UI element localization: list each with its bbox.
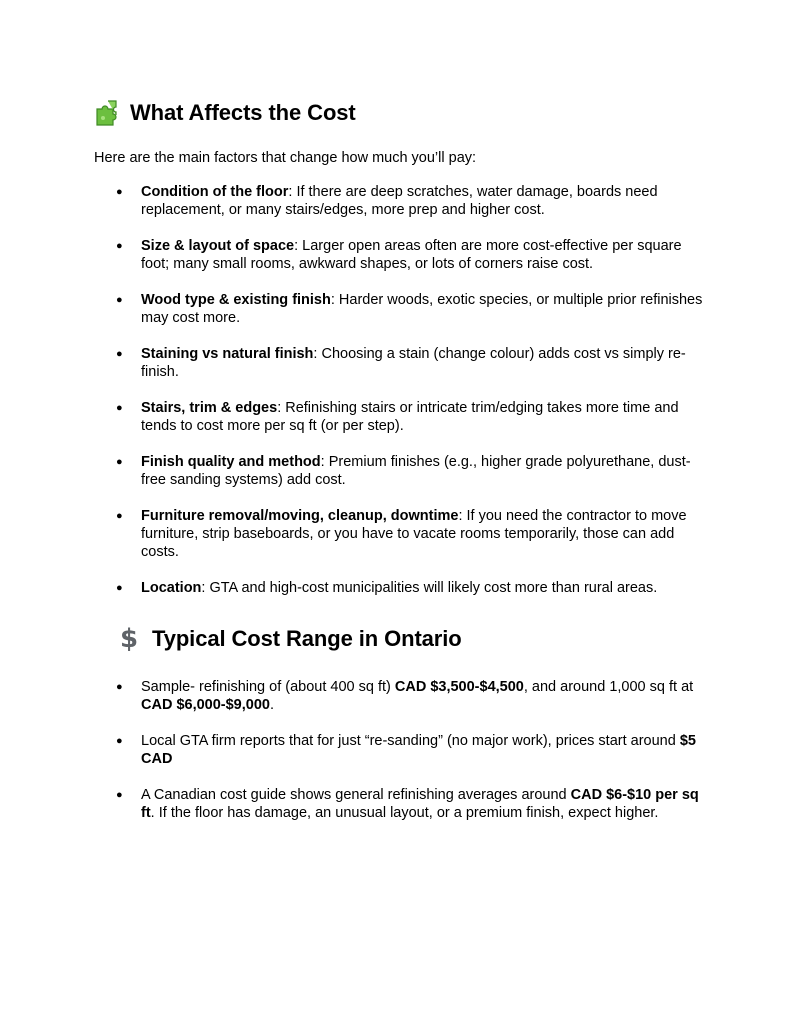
intro-paragraph: Here are the main factors that change how much you’ll pay: (94, 150, 477, 166)
cost-factors-list (116, 183, 706, 597)
list-item (116, 579, 706, 597)
item-text: : If there are deep scratches, water damage, boards need replacement, or many stairs/edges, more prep and higher cost. (141, 184, 658, 218)
item-term: Condition of the floor (141, 184, 289, 200)
item-text: : Choosing a stain (change colour) adds cost vs simply re-finish. (141, 346, 686, 380)
item-price: CAD $6-$10 per sq ft (141, 787, 699, 821)
list-item (116, 678, 706, 714)
item-term: Finish quality and method (141, 454, 321, 470)
list-item (116, 732, 706, 768)
section-title: What Affects the Cost (130, 100, 356, 125)
item-text: : GTA and high-cost municipalities will likely cost more than rural areas. (201, 580, 658, 596)
item-price: CAD $3,500-$4,500 (394, 679, 524, 695)
list-item (116, 237, 706, 273)
list-item (116, 183, 706, 219)
list-item (116, 507, 706, 561)
dollar-sign-icon: $ (120, 624, 138, 654)
item-term: Furniture removal/moving, cleanup, downtime (141, 508, 459, 524)
list-item (116, 786, 706, 822)
list-item (116, 399, 706, 435)
item-text: Sample- refinishing of (about 400 sq ft) (141, 679, 395, 695)
heading-what-affects-cost (94, 99, 356, 127)
heading-typical-cost-range (120, 626, 462, 652)
item-price: $5 CAD (141, 733, 696, 767)
list-item (116, 291, 706, 327)
item-text: : Refinishing stairs or intricate trim/edging takes more time and tends to cost more per sq ft (or per step). (141, 400, 679, 434)
list-item (116, 453, 706, 489)
item-price: CAD $6,000-$9,000 (141, 697, 270, 713)
item-text: . If the floor has damage, an unusual layout, or a premium finish, expect higher. (150, 805, 659, 821)
item-term: Stairs, trim & edges (141, 400, 278, 416)
item-text: : If you need the contractor to move furniture, strip baseboards, or you have to vacate rooms temporarily, those can add costs. (141, 508, 687, 560)
item-text: , and around 1,000 sq ft at (523, 679, 694, 695)
item-term: Wood type & existing finish (141, 292, 331, 308)
item-text: : Harder woods, exotic species, or multiple prior refinishes may cost more. (141, 292, 703, 326)
item-text: Local GTA firm reports that for just “re-sanding” (no major work), prices start around (141, 733, 680, 749)
item-text: : Premium finishes (e.g., higher grade polyurethane, dust-free sanding systems) add cost. (141, 454, 691, 488)
item-term: Location (141, 580, 202, 596)
item-text: . (269, 697, 275, 713)
list-item (116, 345, 706, 381)
item-term: Staining vs natural finish (141, 346, 314, 362)
section-title: Typical Cost Range in Ontario (152, 626, 462, 651)
cost-range-list (116, 678, 706, 822)
item-text: : Larger open areas often are more cost-effective per square foot; many small rooms, awkward shapes, or lots of corners raise cost. (141, 238, 682, 272)
puzzle-piece-icon (94, 99, 122, 127)
item-text: A Canadian cost guide shows general refinishing averages around (141, 787, 571, 803)
item-term: Size & layout of space (141, 238, 295, 254)
